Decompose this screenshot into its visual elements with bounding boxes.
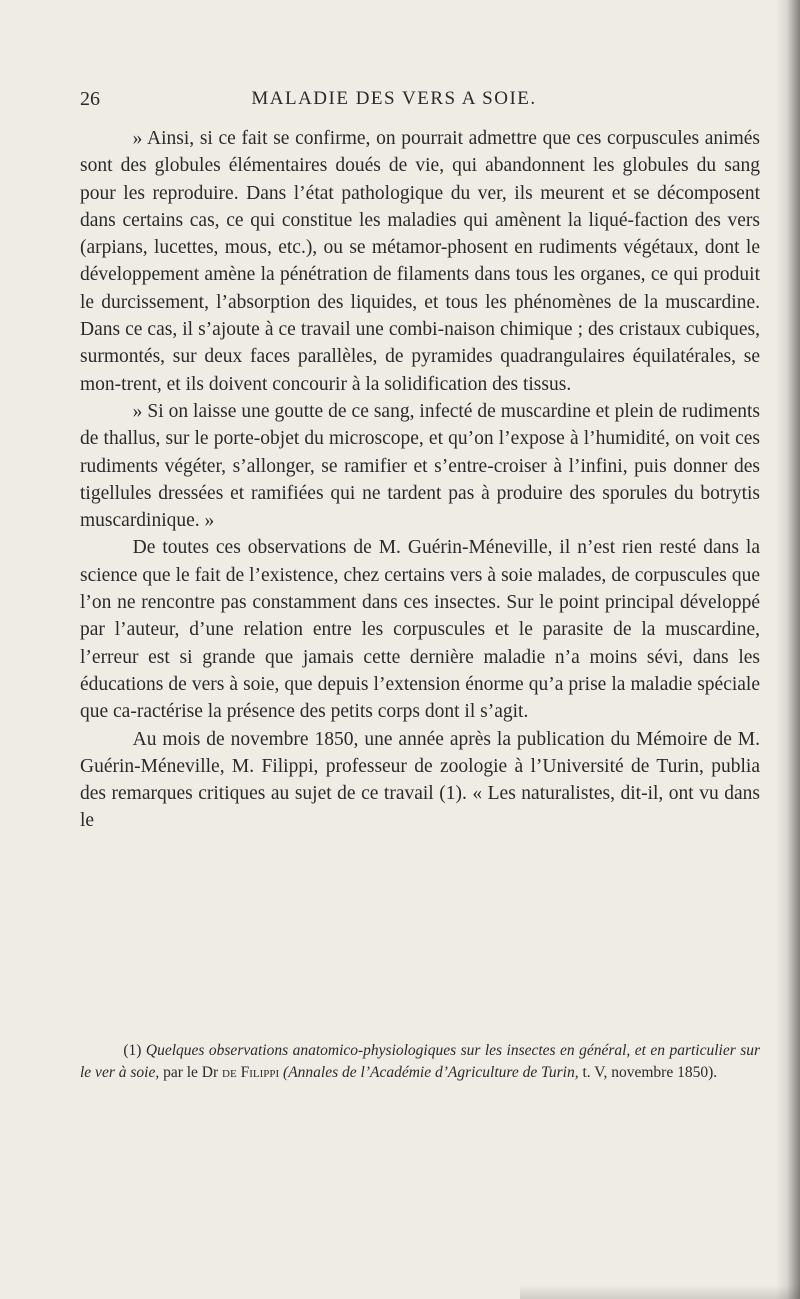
footnote-middle: par le Dr <box>163 1064 219 1081</box>
paragraph-2: » Si on laisse une goutte de ce sang, infecté de muscardine et plein de rudiments de thallus, sur le porte-objet du microscope, et qu’on l’expose à l’humidité, on voit ces rudiments végéter, s’allonger, se ramifier et s’entre-croiser à l’infini, puis donner des tigellules dressées et ramifiées qui ne tardent pas à produire des sporules du botrytis muscardinique. » <box>80 400 760 532</box>
page-bottom-shadow <box>520 1285 800 1299</box>
paragraph-1: » Ainsi, si ce fait se confirme, on pourrait admettre que ces corpuscules animés sont des globules élémentaires doués de vie, qui abandonnent les globules du sang pour les reproduire. Dans l’état pathologique du ver, ils meurent et se décomposent dans certains cas, ce qui constitue les maladies qui amènent la liqué-faction des vers (arpians, lucettes, mous, etc.), ou se métamor-phosent en rudiments végétaux, dont le développement amène la pénétration de filaments dans tous les organes, ce qui produit le durcissement, l’absorption des liquides, et tous les phénomènes de la muscardine. Dans ce cas, il s’ajoute à ce travail une combi-naison chimique ; des cristaux cubiques, surmontés, sur deux faces parallèles, de pyramides quadrangulaires équilatérales, se mon-trent, et ils doivent concourir à la solidification des tissus. <box>80 128 760 395</box>
paragraph-3: De toutes ces observations de M. Guérin-Méneville, il n’est rien resté dans la science que le fait de l’existence, chez certains vers à soie malades, de corpuscules que l’on ne rencontre pas constamment dans ces insectes. Sur le point principal développé par l’auteur, d’une relation entre les corpuscules et le parasite de la muscardine, l’erreur est si grande que jamais cette dernière maladie n’a moins sévi, dans les éducations de vers à soie, que depuis l’extension énorme qu’a prise la maladie spéciale que ca-ractérise la présence des petits corps dont il s’agit. <box>80 537 760 723</box>
running-title: MALADIE DES VERS A SOIE. <box>251 88 537 109</box>
running-head <box>80 88 760 118</box>
footnote-rest: t. V, novembre 1850). <box>582 1064 718 1081</box>
body-text <box>80 125 760 835</box>
footnote <box>80 1040 760 1084</box>
page-edge-shadow <box>776 0 800 1299</box>
footnote-author: de Filippi <box>222 1064 280 1081</box>
footnote-mark: (1) <box>123 1042 142 1059</box>
paragraph-4: Au mois de novembre 1850, une année après la publication du Mémoire de M. Guérin-Méneville, M. Filippi, professeur de zoologie à l’Université de Turin, publia des remarques critiques au sujet de ce travail (1). « Les naturalistes, dit-il, ont vu dans le <box>80 728 760 832</box>
footnote-publication: (Annales de l’Académie d’Agriculture de Turin, <box>283 1064 579 1081</box>
page-number: 26 <box>80 88 100 110</box>
footnote-title: Quelques observations anatomico-physiologiques sur les insectes en général, et en particulier sur le ver à soie, <box>80 1042 761 1081</box>
